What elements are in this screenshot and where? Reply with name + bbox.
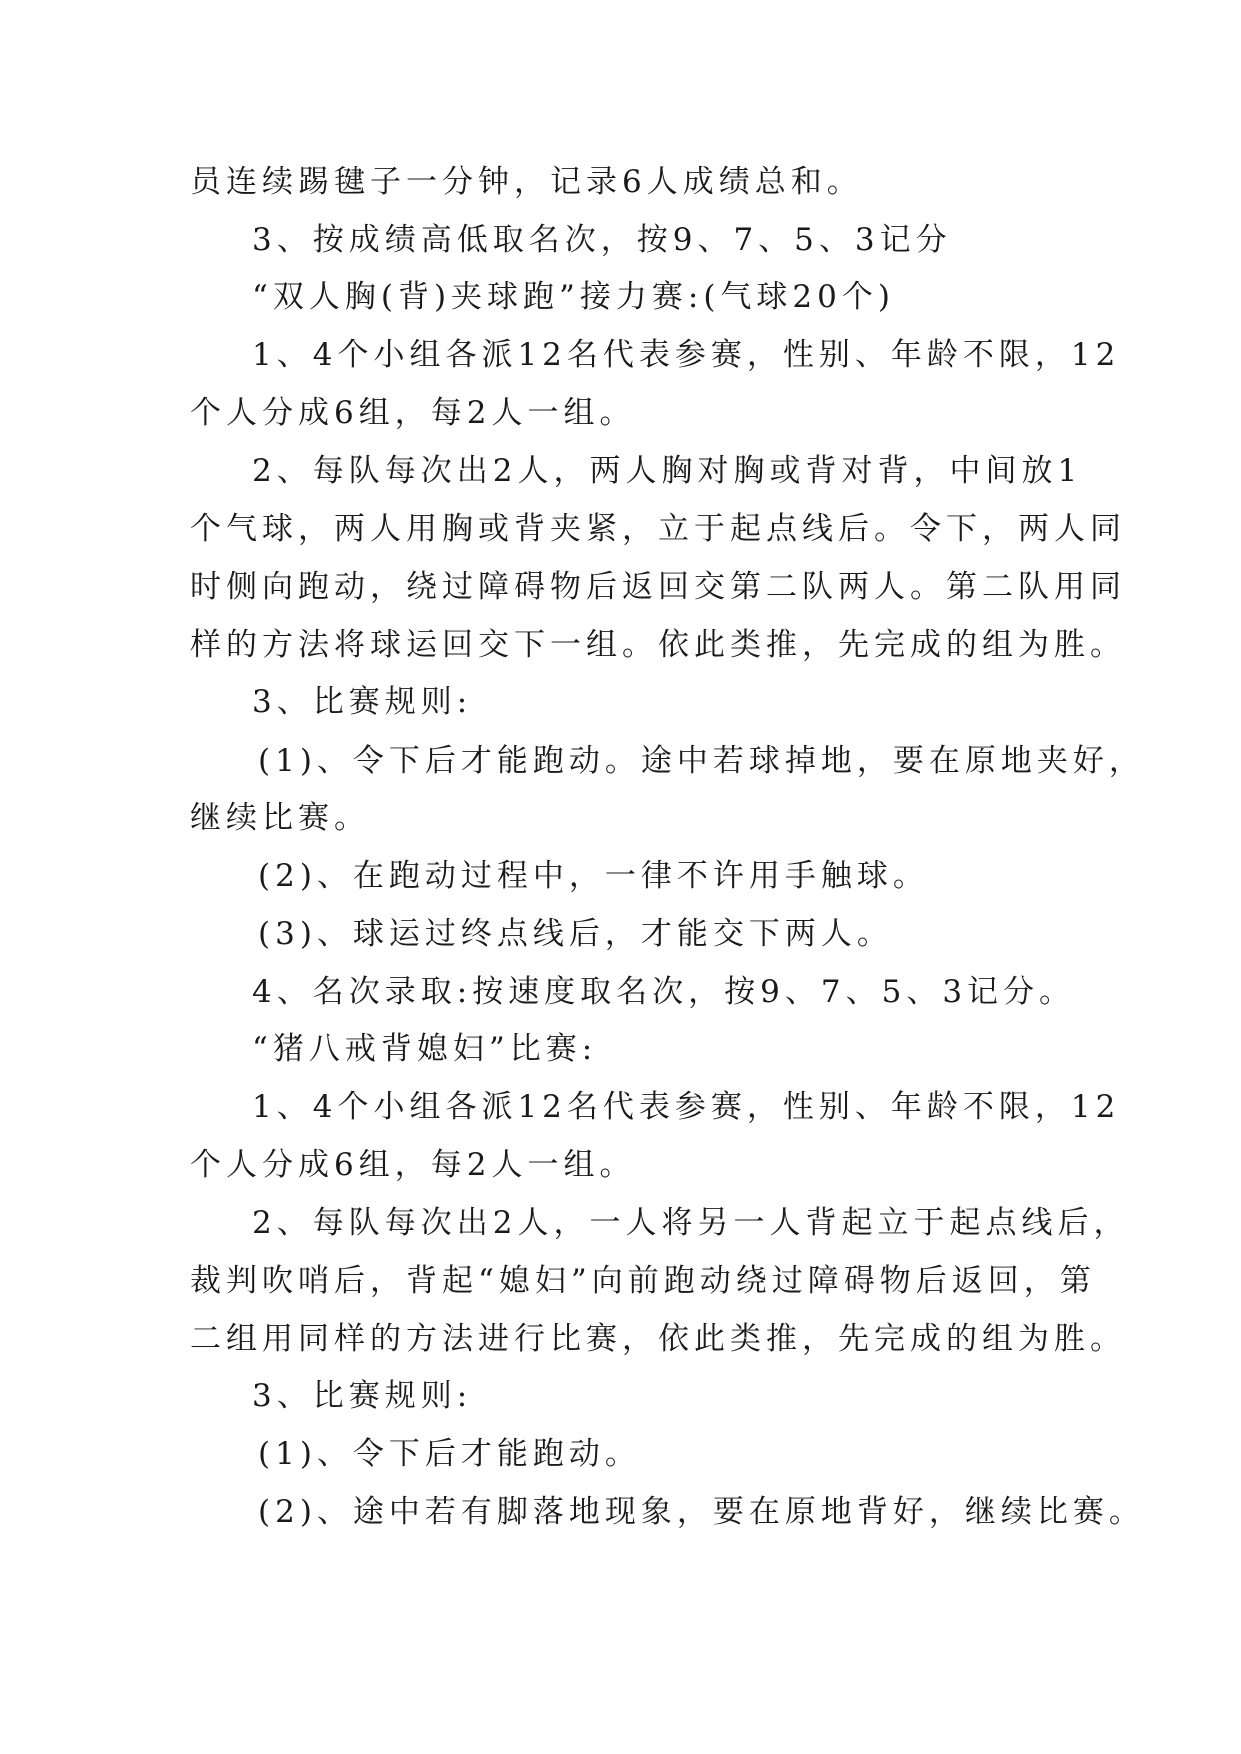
text-line: 4、名次录取:按速度取名次，按9、7、5、3记分。: [252, 974, 1076, 1010]
text-line: 个气球，两人用胸或背夹紧，立于起点线后。令下，两人同: [190, 511, 1126, 547]
text-line: 3、比赛规则:: [252, 1378, 473, 1414]
text-line: 3、比赛规则:: [252, 684, 473, 720]
text-line: 2、每队每次出2人，两人胸对胸或背对背，中间放1: [252, 453, 1083, 489]
text-line: “猪八戒背媳妇”比赛:: [252, 1031, 598, 1067]
text-line: 个人分成6组，每2人一组。: [190, 1147, 636, 1183]
text-line: 2、每队每次出2人，一人将另一人背起立于起点线后，: [252, 1205, 1130, 1241]
text-line: (1)、令下后才能跑动。途中若球掉地，要在原地夹好，: [258, 743, 1145, 779]
text-line: 继续比赛。: [190, 800, 370, 836]
text-line: 二组用同样的方法进行比赛，依此类推，先完成的组为胜。: [190, 1321, 1126, 1357]
text-line: 样的方法将球运回交下一组。依此类推，先完成的组为胜。: [190, 627, 1126, 663]
text-line: (2)、途中若有脚落地现象，要在原地背好，继续比赛。: [258, 1494, 1145, 1530]
text-line: (3)、球运过终点线后，才能交下两人。: [258, 916, 893, 952]
text-line: 1、4个小组各派12名代表参赛，性别、年龄不限，12: [252, 337, 1121, 373]
text-line: “双人胸(背)夹球跑”接力赛:(气球20个): [252, 279, 895, 315]
text-line: 员连续踢毽子一分钟，记录6人成绩总和。: [190, 164, 863, 200]
text-line: 裁判吹哨后，背起“媳妇”向前跑动绕过障碍物后返回，第: [190, 1263, 1096, 1299]
text-line: 3、按成绩高低取名次，按9、7、5、3记分: [252, 222, 952, 258]
text-line: 1、4个小组各派12名代表参赛，性别、年龄不限，12: [252, 1089, 1121, 1125]
text-line: (2)、在跑动过程中，一律不许用手触球。: [258, 858, 929, 894]
text-line: 个人分成6组，每2人一组。: [190, 395, 636, 431]
text-line: 时侧向跑动，绕过障碍物后返回交第二队两人。第二队用同: [190, 569, 1126, 605]
text-line: (1)、令下后才能跑动。: [258, 1436, 641, 1472]
